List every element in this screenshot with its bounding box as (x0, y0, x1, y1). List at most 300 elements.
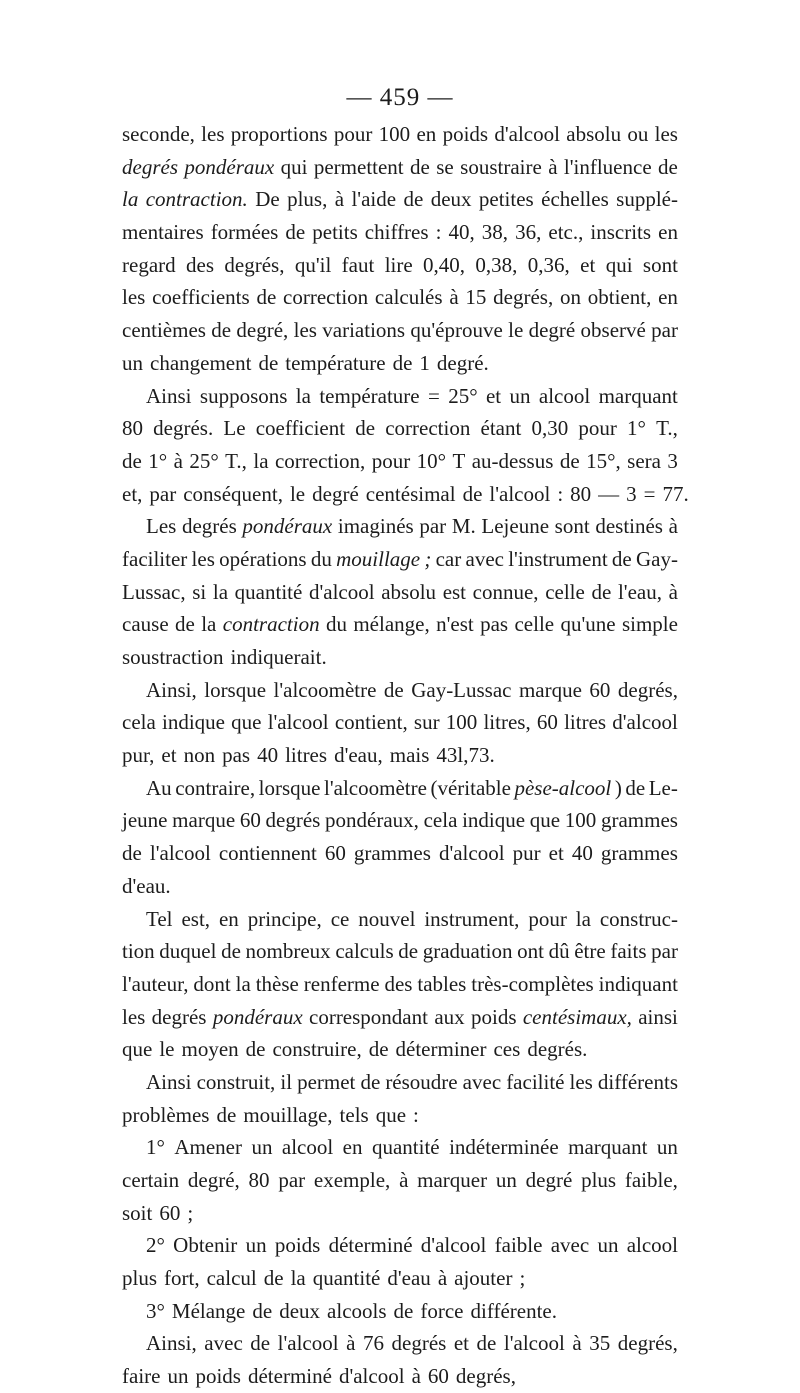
word: mentaires (122, 220, 204, 245)
word: et (580, 252, 596, 277)
italic-word: pondéraux (242, 514, 333, 539)
word: marquant (598, 383, 678, 408)
word: dû (548, 939, 570, 964)
word: thèse (255, 971, 299, 996)
word: 40 (257, 743, 279, 768)
word: Ainsi, (146, 677, 197, 702)
word: étant (480, 416, 522, 441)
word: absolu (566, 122, 622, 146)
word: de (263, 1266, 284, 1291)
word: l'instrument (508, 546, 608, 571)
word: poids (274, 1233, 321, 1258)
word: 76 (362, 1331, 384, 1356)
word: celle (545, 579, 585, 604)
word: absolu (381, 579, 437, 604)
word: jeune (122, 808, 168, 833)
word: De (255, 187, 280, 212)
word: indique (161, 710, 225, 735)
text-line (122, 870, 678, 903)
word: lorsque (258, 775, 321, 800)
word: déterminé (247, 1364, 332, 1389)
word: Lejeune (481, 514, 550, 539)
word: = (643, 481, 656, 506)
word: quantité (371, 1135, 440, 1160)
word: que (231, 710, 262, 735)
word: Ainsi (146, 1069, 192, 1094)
word: les (201, 122, 225, 146)
word: du (325, 612, 347, 637)
word: faire (122, 1364, 161, 1389)
word: non (183, 743, 216, 768)
word: 60 (239, 808, 261, 833)
text-line (122, 1229, 678, 1262)
word: plus, (287, 187, 328, 212)
word: de (216, 1102, 237, 1127)
word: coefficient (255, 416, 346, 441)
word: 1 (419, 350, 430, 375)
word: calculés (374, 285, 443, 310)
word: Ainsi, (146, 1331, 197, 1356)
word: avec (204, 1331, 243, 1356)
word: de (245, 1037, 266, 1062)
word: ou (627, 122, 649, 146)
word: l'alcoomètre (324, 775, 427, 800)
word: petites (478, 187, 534, 212)
word: la (253, 448, 269, 473)
word: faible (494, 1233, 543, 1258)
word: 77. (662, 481, 689, 506)
page-number: — 459 — (346, 84, 454, 111)
text-line (122, 608, 678, 641)
text-line (122, 837, 678, 870)
word: obtient, (587, 285, 652, 310)
word: que (122, 1037, 153, 1062)
word: qui (605, 252, 633, 277)
text-line (122, 445, 678, 478)
word: grammes (600, 808, 678, 833)
word: M. (451, 514, 476, 539)
word: en (416, 122, 437, 146)
word: de (122, 841, 142, 866)
word: faits (610, 939, 647, 964)
word: ajouter (454, 1266, 513, 1291)
word: indéterminée (449, 1135, 559, 1160)
word: Gay- (636, 546, 678, 571)
word: par (149, 481, 177, 506)
word: d'alcool (494, 122, 560, 146)
word: opérations (219, 546, 307, 571)
word: faible, (624, 1168, 678, 1192)
word: l'alcool (149, 841, 211, 866)
word: petits (312, 220, 358, 245)
word: d'eau, (334, 743, 383, 768)
word: permettent (313, 154, 404, 179)
word: indique (462, 808, 526, 833)
word: Ainsi (146, 383, 192, 408)
word: en (658, 285, 678, 310)
word: litres (285, 743, 328, 768)
word: de (285, 220, 306, 245)
word: degrés, (493, 285, 554, 310)
word: formées (210, 220, 279, 245)
word: force (420, 1298, 464, 1323)
word: les (569, 1069, 593, 1094)
word: des (384, 971, 413, 996)
word: Le- (648, 775, 678, 800)
word: dont (193, 971, 231, 996)
word: 3 (626, 481, 637, 506)
word: de (658, 154, 678, 179)
word: duquel (159, 939, 217, 964)
word: l'eau, (617, 579, 662, 604)
word: observé (580, 318, 646, 343)
word: tion (122, 939, 155, 964)
word: 25° (189, 448, 219, 473)
word: d'eau. (122, 873, 171, 898)
word: 40 (571, 841, 593, 866)
word: pas (222, 743, 251, 768)
word: degrés (265, 808, 321, 833)
word: à (449, 285, 459, 310)
word: soit (122, 1200, 153, 1225)
word: à (399, 1168, 409, 1192)
word: de (175, 612, 195, 637)
word: degrés, (617, 1331, 678, 1356)
word: 25° (448, 383, 478, 408)
word: inscrits (590, 220, 652, 245)
word: degré, (187, 1168, 240, 1192)
word: un (495, 1168, 517, 1192)
word: 60 (427, 1364, 449, 1389)
word: il (280, 1069, 293, 1094)
word: 1° (627, 416, 646, 441)
text-line (122, 1033, 678, 1066)
word: un (245, 1233, 267, 1258)
word: marque (172, 808, 236, 833)
word: qui (280, 154, 308, 179)
word: pas (480, 612, 509, 637)
word: marque (518, 677, 582, 702)
word: l'influence (563, 154, 652, 179)
word: 43l,73. (436, 743, 495, 768)
word: nombreux (245, 939, 331, 964)
word: 2° (146, 1233, 165, 1258)
word: par (278, 1168, 306, 1192)
word: et (453, 1331, 470, 1356)
word: 0,38, (475, 252, 518, 277)
word: mais (389, 743, 430, 768)
word: 38, (481, 220, 509, 245)
word: de (383, 677, 404, 702)
word: pondéraux, (325, 808, 419, 833)
word: à (346, 1331, 356, 1356)
word: à (437, 1266, 448, 1291)
word: par (651, 939, 678, 964)
word: tables (417, 971, 467, 996)
word: déterminé (328, 1233, 413, 1258)
word: T (452, 448, 466, 473)
word: variations (322, 318, 406, 343)
word: poids (195, 1364, 241, 1389)
word: centésimal (365, 481, 456, 506)
word: : (557, 481, 564, 506)
word: tels (339, 1102, 369, 1127)
word: degrés, (224, 252, 285, 277)
word: degrés, (455, 1364, 516, 1389)
word: 15°, (586, 448, 621, 473)
word: 40, (448, 220, 475, 245)
word: un (509, 383, 531, 408)
italic-word: degrés (122, 154, 178, 179)
word: de (393, 1298, 414, 1323)
word: calculs (335, 939, 394, 964)
word: proportions (230, 122, 328, 146)
word: ; (187, 1200, 194, 1225)
text-line (122, 903, 678, 936)
word: de (611, 546, 632, 571)
text-line (122, 314, 678, 347)
word: — (598, 481, 620, 506)
text-line (122, 478, 689, 511)
word: pour (528, 906, 567, 931)
word: de (392, 350, 413, 375)
word: de (256, 285, 277, 310)
text-line (122, 380, 678, 413)
word: Le (223, 416, 246, 441)
word: de (221, 939, 241, 964)
word: différents (597, 1069, 678, 1094)
text-line (122, 510, 678, 543)
word: de (410, 154, 430, 179)
word: nouvel (358, 906, 416, 931)
word: alcools (327, 1298, 387, 1323)
word: problèmes (122, 1102, 210, 1127)
word: 36, (515, 220, 542, 245)
word: T., (656, 416, 678, 441)
word: construit, (196, 1069, 276, 1094)
text-line (122, 281, 678, 314)
word: 15 (465, 285, 487, 310)
word: d'alcool (612, 710, 678, 735)
text-line (122, 412, 678, 445)
word: des (186, 252, 215, 277)
word: degré (525, 1168, 573, 1192)
word: destinés (595, 514, 663, 539)
word: contraire, (175, 775, 256, 800)
word: degré, (236, 318, 289, 343)
word: un (597, 1233, 619, 1258)
word: 0,30 (531, 416, 569, 441)
text-line (122, 1164, 678, 1197)
word: de (559, 448, 580, 473)
text-line (122, 1327, 678, 1360)
word: Les (146, 514, 177, 539)
text-line (122, 1066, 678, 1099)
word: sur (413, 710, 440, 735)
italic-word: ; (424, 546, 432, 571)
word: de (368, 1037, 389, 1062)
word: 80 (248, 1168, 270, 1192)
word: les (122, 1004, 146, 1029)
word: plus (122, 1266, 158, 1291)
word: d'alcool (438, 841, 505, 866)
word: degré (312, 481, 359, 506)
text-line (122, 1197, 678, 1230)
word: 35 (589, 1331, 611, 1356)
word: litres, (483, 710, 531, 735)
word: plus (581, 1168, 617, 1192)
word: le (159, 1037, 175, 1062)
word: Au (146, 775, 172, 800)
word: ces (493, 1037, 521, 1062)
word: calcul (206, 1266, 257, 1291)
word: par (651, 318, 678, 343)
word: construire, (272, 1037, 362, 1062)
word: alcool (281, 1135, 334, 1160)
word: lorsque (204, 677, 267, 702)
word: T., (225, 448, 247, 473)
word: regard (122, 252, 176, 277)
word: indiquant (598, 971, 678, 996)
word: alcool (538, 383, 591, 408)
word: Obtenir (173, 1233, 238, 1258)
word: seconde, (122, 122, 195, 146)
word: aux (434, 1004, 465, 1029)
text-line (122, 1131, 678, 1164)
word: correspondant (309, 1004, 428, 1029)
word: et (485, 383, 502, 408)
word: est, (181, 906, 211, 931)
text-line (122, 1001, 678, 1034)
word: degrés. (153, 416, 214, 441)
text-line (122, 216, 678, 249)
word: la (212, 579, 229, 604)
word: la (290, 1266, 306, 1291)
word: mélange, (353, 612, 430, 637)
word: et (161, 743, 177, 768)
word: ont (517, 939, 544, 964)
word: de (462, 481, 483, 506)
word: de (355, 416, 376, 441)
word: changement (150, 350, 252, 375)
word: les (293, 318, 317, 343)
text-line (122, 249, 678, 282)
word: si (192, 579, 207, 604)
word: correction, (274, 448, 366, 473)
word: imaginés (337, 514, 414, 539)
word: les (122, 285, 146, 310)
word: que (529, 808, 561, 833)
word: du (310, 546, 332, 571)
word: pur, (122, 743, 155, 768)
text-line (122, 804, 678, 837)
text-line (122, 706, 678, 739)
word: l'alcool (503, 1331, 565, 1356)
word: en (218, 906, 239, 931)
word: degrés (181, 514, 237, 539)
word: est (442, 579, 467, 604)
word: degrés (151, 1004, 207, 1029)
word: au-dessus (471, 448, 554, 473)
word: supplé- (616, 187, 678, 212)
word: par (419, 514, 447, 539)
text-line (122, 772, 678, 805)
word: et (548, 841, 564, 866)
word: la (575, 906, 591, 931)
word: 3° (146, 1298, 165, 1323)
word: etc., (548, 220, 584, 245)
italic-word: la (122, 187, 139, 212)
word: à (668, 514, 678, 539)
word: pur (512, 841, 541, 866)
text-line (122, 151, 678, 184)
word: d'alcool (308, 579, 375, 604)
word: quantité (312, 1266, 381, 1291)
word: ) (614, 775, 622, 800)
text-line (122, 543, 678, 576)
word: degrés. (527, 1037, 588, 1062)
word: cela (122, 710, 156, 735)
word: à (668, 579, 678, 604)
word: faciliter (122, 546, 188, 571)
word: cause (122, 612, 169, 637)
word: (véritable (430, 775, 511, 800)
text-line (122, 739, 678, 772)
word: construc- (599, 906, 678, 931)
text-line (122, 576, 678, 609)
text-line (122, 1262, 678, 1295)
word: qu'une (560, 612, 616, 637)
word: différente. (470, 1298, 557, 1323)
word: l'alcool (267, 710, 329, 735)
word: 100 (378, 122, 411, 146)
word: = (427, 383, 440, 408)
word: grammes (353, 841, 431, 866)
word: n'est (436, 612, 474, 637)
italic-word: contraction (222, 612, 320, 637)
word: pour (333, 122, 373, 146)
text-line (122, 1099, 678, 1132)
word: un (167, 1364, 189, 1389)
word: permet (297, 1069, 356, 1094)
word: le (289, 481, 306, 506)
word: certain (122, 1168, 180, 1192)
word: 1° (146, 1135, 165, 1160)
word: qu'il (294, 252, 332, 277)
word: avec (465, 546, 504, 571)
word: deux (279, 1298, 321, 1323)
word: à (334, 187, 345, 212)
word: celle (514, 612, 555, 637)
word: grammes (600, 841, 678, 866)
word: l'alcool (489, 481, 551, 506)
word: à (572, 1331, 582, 1356)
word: à (173, 448, 183, 473)
word: un (122, 350, 143, 375)
word: ; (519, 1266, 526, 1291)
word: 60 (324, 841, 346, 866)
text-line (122, 641, 678, 674)
word: correction (385, 416, 471, 441)
word: l'auteur, (122, 971, 189, 996)
word: 80 (122, 416, 143, 441)
word: l'alcoomètre (273, 677, 377, 702)
text-line (122, 183, 678, 216)
italic-word: centésimaux, (522, 1004, 632, 1029)
word: avec (462, 1069, 502, 1094)
word: de (258, 350, 279, 375)
word: lire (384, 252, 413, 277)
